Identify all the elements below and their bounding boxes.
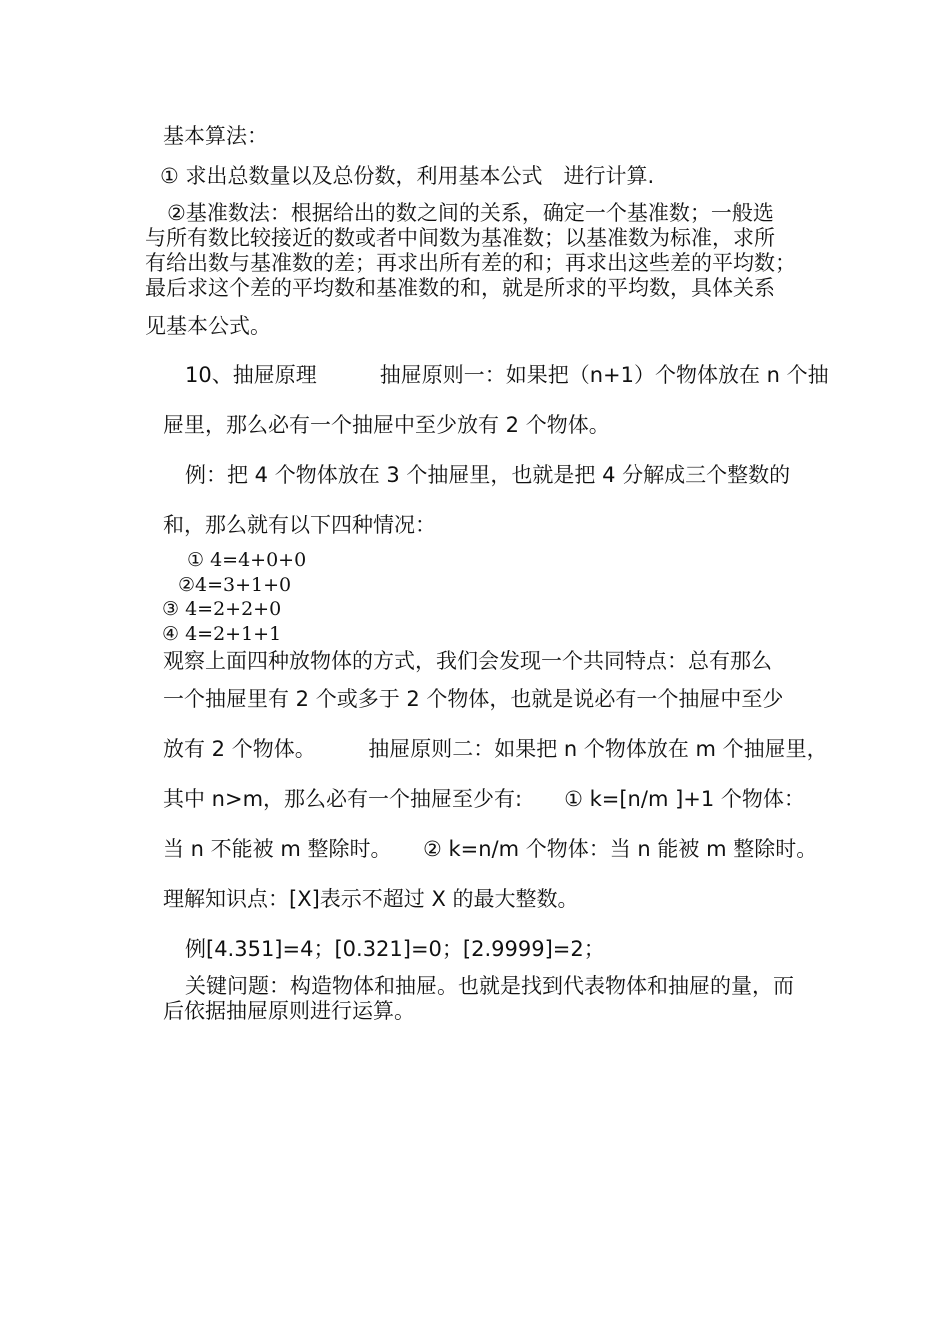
pigeonhole-principle-1-line-2: 屉里，那么必有一个抽屉中至少放有 2 个物体。 [163, 413, 610, 437]
observation-line-1: 观察上面四种放物体的方式，我们会发现一个共同特点：总有那么 [163, 649, 772, 673]
key-problem-line-2: 后依据抽屉原则进行运算。 [163, 999, 415, 1023]
basic-item-1: ① 求出总数量以及总份数，利用基本公式 进行计算. [160, 164, 655, 188]
basic-item-2-line-4: 最后求这个差的平均数和基准数的和，就是所求的平均数，具体关系 [145, 276, 775, 300]
section-heading-basic: 基本算法： [163, 124, 268, 148]
observation-line-3: 放有 2 个物体。 抽屉原则二：如果把 n 个物体放在 m 个抽屉里， [163, 737, 828, 761]
basic-item-2-line-1: ②基准数法：根据给出的数之间的关系，确定一个基准数；一般选 [167, 201, 774, 225]
case-3: ③ 4=2+2+0 [162, 598, 282, 620]
example-line-1: 例：把 4 个物体放在 3 个抽屉里，也就是把 4 分解成三个整数的 [185, 463, 791, 487]
case-2: ②4=3+1+0 [178, 574, 292, 596]
case-4: ④ 4=2+1+1 [162, 623, 282, 645]
basic-item-2-line-5: 见基本公式。 [145, 314, 271, 338]
basic-item-2-line-3: 有给出数与基准数的差；再求出所有差的和；再求出这些差的平均数； [145, 251, 796, 275]
basic-item-2-line-2: 与所有数比较接近的数或者中间数为基准数；以基准数为标准，求所 [145, 226, 775, 250]
knowledge-point: 理解知识点：[X]表示不超过 X 的最大整数。 [163, 887, 579, 911]
example-line-2: 和，那么就有以下四种情况： [163, 513, 436, 537]
case-1: ① 4=4+0+0 [187, 549, 307, 571]
observation-line-2: 一个抽屉里有 2 个或多于 2 个物体，也就是说必有一个抽屉中至少 [163, 687, 784, 711]
knowledge-example: 例[4.351]=4；[0.321]=0；[2.9999]=2； [185, 937, 605, 961]
pigeonhole-principle-1-line-1: 10、抽屉原理 抽屉原则一：如果把（n+1）个物体放在 n 个抽 [185, 363, 829, 387]
observation-line-4: 其中 n>m，那么必有一个抽屉至少有: ① k=[n/m ]+1 个物体： [163, 787, 805, 811]
observation-line-5: 当 n 不能被 m 整除时。 ② k=n/m 个物体：当 n 能被 m 整除时。 [163, 837, 818, 861]
key-problem-line-1: 关键问题：构造物体和抽屉。也就是找到代表物体和抽屉的量，而 [185, 974, 794, 998]
